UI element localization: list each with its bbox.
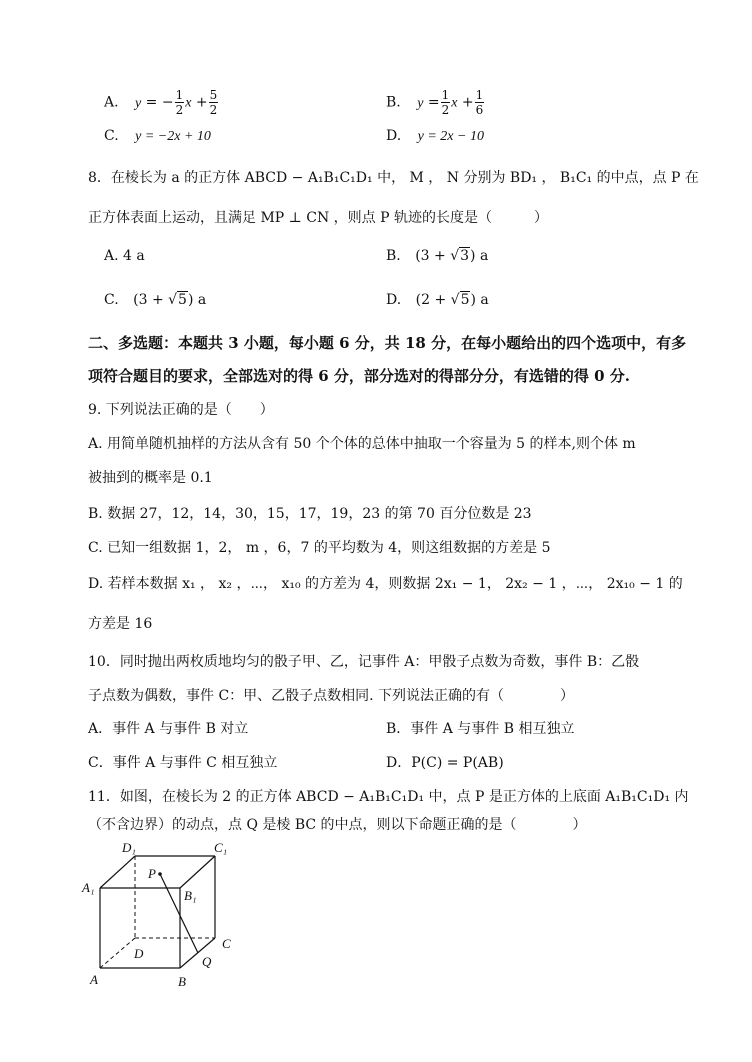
- label-a1: A₁: [82, 880, 95, 895]
- edge-a1d1: [100, 856, 135, 888]
- edge-ad-hidden: [100, 938, 135, 968]
- q8-option-d: D. (2 + √5) a: [386, 292, 489, 308]
- expr-part: ) a: [470, 248, 489, 264]
- fraction-den: 2: [175, 103, 184, 117]
- expr-part: (3 +: [133, 292, 169, 308]
- option-label: A.: [104, 94, 119, 111]
- q9-option-b: B. 数据 27，12，14，30，15，17，19，23 的第 70 百分位数是 23: [88, 506, 532, 522]
- radicand: 5: [460, 292, 470, 308]
- segment-pq: [160, 874, 198, 953]
- q8-option-a: A. 4 a: [104, 248, 145, 264]
- label-b: B: [178, 974, 186, 989]
- radicand: 3: [460, 248, 470, 264]
- fraction: [441, 88, 451, 117]
- q8-option-b: B. (3 + √3) a: [386, 248, 489, 264]
- fraction-num: 1: [475, 88, 484, 102]
- option-expression: y = −2x + 10: [135, 129, 211, 144]
- q9-option-c: C. 已知一组数据 1，2， m ，6，7 的平均数为 4，则这组数据的方差是 5: [88, 540, 551, 556]
- fraction-num: 1: [441, 88, 450, 102]
- point-p: [158, 872, 162, 876]
- fraction: [209, 88, 219, 117]
- fraction-den: 2: [441, 103, 450, 117]
- q10-option-a: A．事件 A 与事件 B 对立: [88, 721, 249, 737]
- expr-part: (3 +: [415, 248, 451, 264]
- q11-stem-line2: （不含边界）的动点，点 Q 是棱 BC 的中点，则以下命题正确的是（ ）: [88, 817, 587, 833]
- option-label: B.: [386, 94, 401, 111]
- label-q: Q: [202, 954, 212, 969]
- section-heading-line1: 二、多选题：本题共 3 小题，每小题 6 分，共 18 分，在每小题给出的四个选项中，有多: [88, 334, 687, 352]
- label-d: D: [134, 946, 144, 961]
- fraction-num: 5: [209, 88, 218, 102]
- option-label: C.: [104, 128, 119, 144]
- q10-stem-line2: 子点数为偶数，事件 C：甲、乙骰子点数相同. 下列说法正确的有（ ）: [88, 688, 575, 704]
- option-label: C.: [104, 292, 119, 308]
- q10-option-d: D．P(C) = P(AB): [386, 755, 504, 771]
- label-p: P: [148, 866, 156, 881]
- label-c: C: [222, 936, 231, 951]
- fraction: [175, 88, 185, 117]
- radicand: 5: [178, 292, 187, 308]
- q11-stem-line1: 11．如图，在棱长为 2 的正方体 ABCD − A₁B₁C₁D₁ 中，点 P 是正方体的上底面 A₁B₁C₁D₁ 内: [88, 789, 689, 805]
- fraction: [475, 88, 485, 117]
- option-label: B.: [386, 248, 401, 264]
- option-label: D.: [386, 292, 402, 308]
- q10-stem-line1: 10．同时抛出两枚质地均匀的骰子甲、乙，记事件 A：甲骰子点数为奇数，事件 B：乙骰: [88, 654, 640, 670]
- q7-option-d: [386, 126, 484, 147]
- section-heading-line2: 项符合题目的要求，全部选对的得 6 分，部分选对的得部分分，有选错的得 0 分.: [88, 367, 630, 385]
- q7-option-a: A. y = − $\frac{1}{2}$ x + $\frac{5}{2}$: [104, 88, 218, 117]
- expr-part: (2 +: [415, 292, 451, 308]
- expr-part: ) a: [470, 292, 489, 308]
- label-b1: B₁: [184, 888, 197, 903]
- q9-stem: 9. 下列说法正确的是（ ）: [88, 402, 274, 418]
- q10-option-c: C．事件 A 与事件 C 相互独立: [88, 755, 278, 771]
- option-label: D.: [386, 128, 402, 144]
- q8-option-c: C. (3 + √5) a: [104, 292, 207, 308]
- q8-stem-line2: 正方体表面上运动，且满足 MP ⊥ CN ，则点 P 轨迹的长度是（ ）: [88, 210, 549, 226]
- fraction-den: 6: [475, 103, 484, 117]
- q8-stem-line1: 8．在棱长为 a 的正方体 ABCD − A₁B₁C₁D₁ 中， M ， N 分别为 BD₁ ， B₁C₁ 的中点，点 P 在: [88, 170, 699, 186]
- cube-figure: [80, 838, 280, 998]
- label-d1: D₁: [122, 840, 136, 855]
- label-c1: C₁: [214, 840, 228, 855]
- fraction-num: 1: [175, 88, 184, 102]
- expr-part: ) a: [187, 292, 207, 308]
- q9-option-d-line1: D. 若样本数据 x₁ ， x₂ ，⋯， x₁₀ 的方差为 4，则数据 2x₁ − 1， 2x₂ − 1 ，⋯， 2x₁₀ − 1 的: [88, 576, 683, 592]
- fraction-den: 2: [209, 103, 218, 117]
- option-expression: y = 2x − 10: [417, 129, 484, 144]
- label-a: A: [90, 972, 98, 987]
- edge-b1c1: [180, 856, 215, 888]
- q7-option-b: B. y = $\frac{1}{2}$ x + $\frac{1}{6}$: [386, 88, 484, 117]
- q7-option-c: [104, 126, 211, 147]
- q9-option-d-line2: 方差是 16: [88, 616, 153, 632]
- q10-option-b: B．事件 A 与事件 B 相互独立: [386, 721, 575, 737]
- q9-option-a-line2: 被抽到的概率是 0.1: [88, 470, 213, 486]
- q9-option-a-line1: A. 用简单随机抽样的方法从含有 50 个个体的总体中抽取一个容量为 5 的样本,则个体 m: [88, 436, 636, 452]
